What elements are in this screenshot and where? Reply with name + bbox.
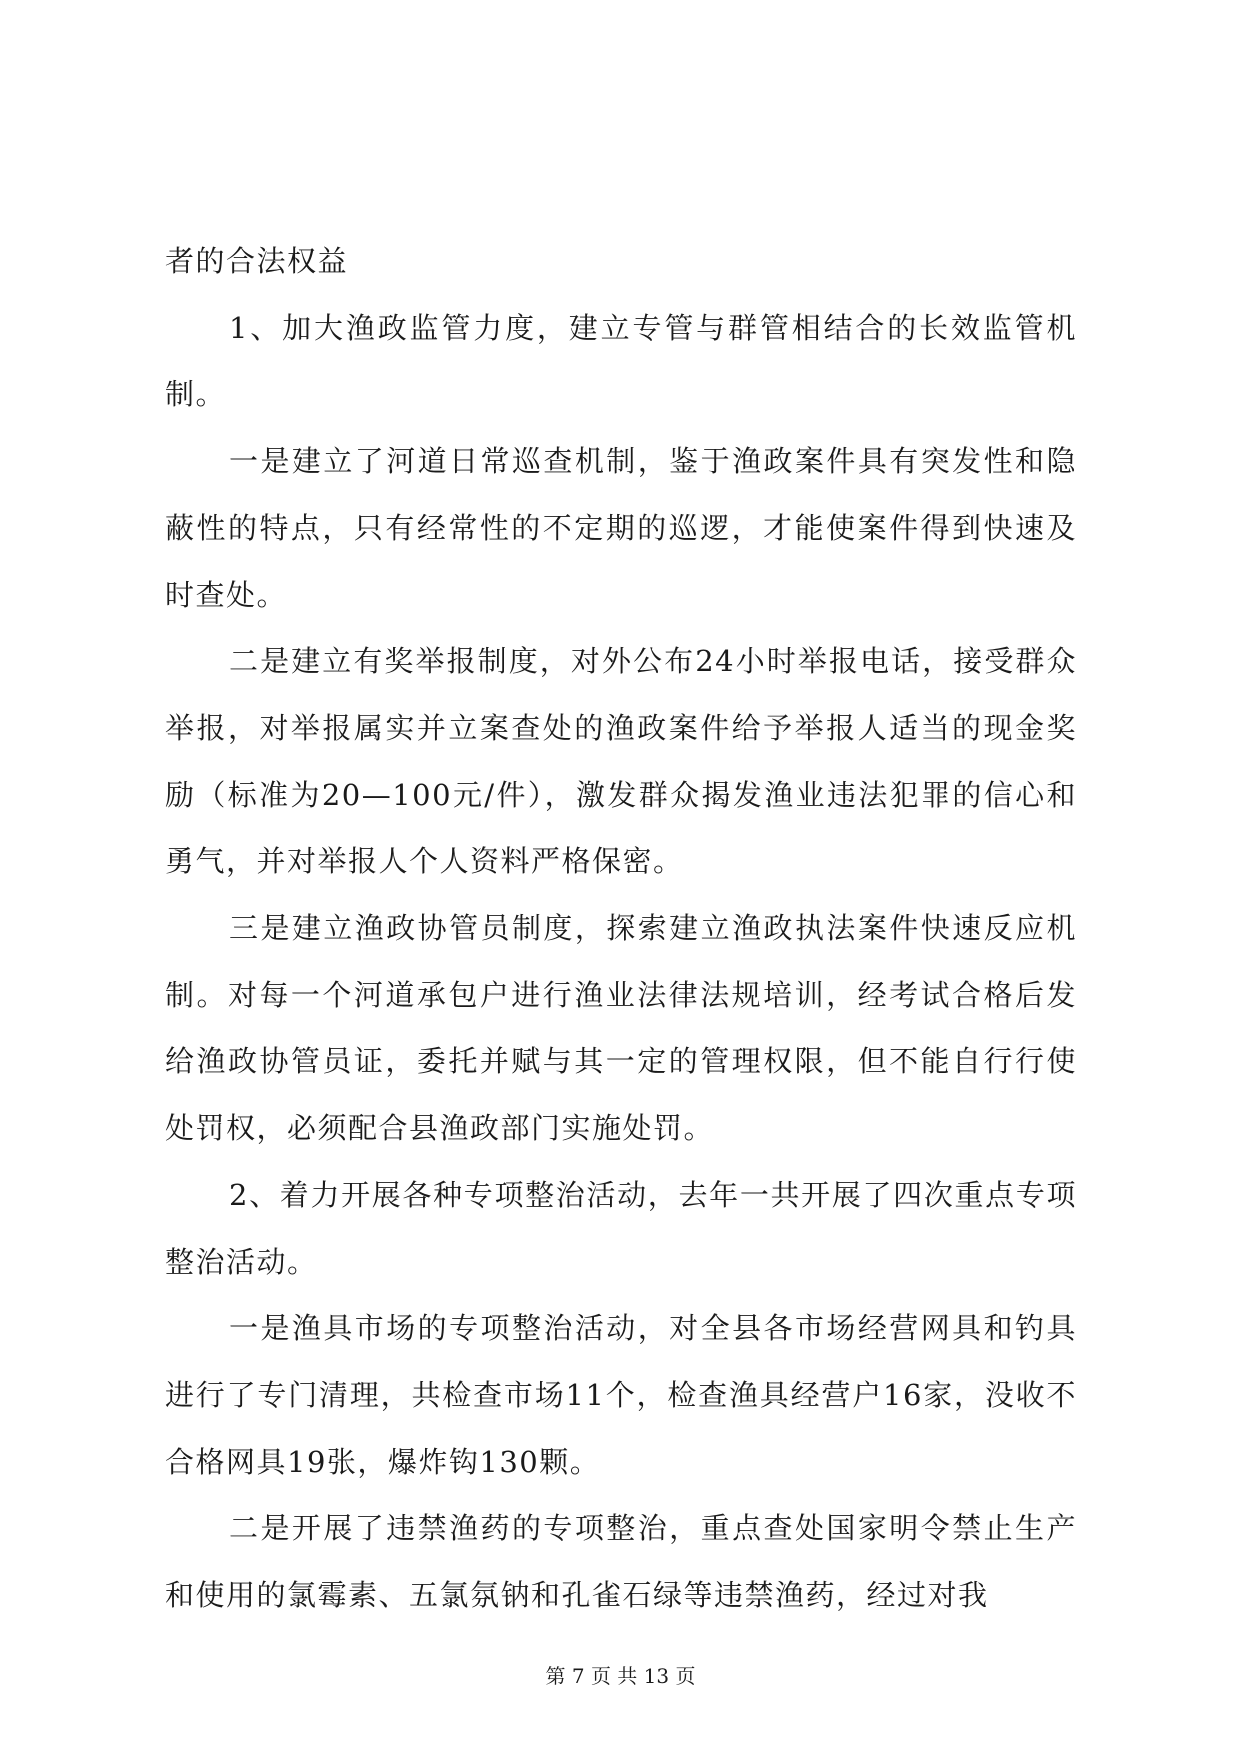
paragraph-item-1-1: 一是建立了河道日常巡查机制，鉴于渔政案件具有突发性和隐蔽性的特点，只有经常性的不定期的巡逻，才能使案件得到快速及时查处。: [165, 444, 1077, 612]
paragraph-section-1: 1、加大渔政监管力度，建立专管与群管相结合的长效监管机制。: [165, 310, 1077, 412]
paragraph-continuation: 者的合法权益: [165, 244, 349, 278]
paragraph-section-2: 2、着力开展各种专项整治活动，去年一共开展了四次重点专项整治活动。: [165, 1177, 1077, 1279]
page-footer: 第 7 页 共 13 页: [545, 1664, 696, 1688]
paragraph-item-1-2: 二是建立有奖举报制度，对外公布24小时举报电话，接受群众举报，对举报属实并立案查处的渔政案件给予举报人适当的现金奖励（标准为20—100元/件），激发群众揭发渔业违法犯罪的信心和勇气，并对举报人个人资料严格保密。: [165, 644, 1077, 879]
paragraph-item-1-3: 三是建立渔政协管员制度，探索建立渔政执法案件快速反应机制。对每一个河道承包户进行渔业法律法规培训，经考试合格后发给渔政协管员证，委托并赋与其一定的管理权限，但不能自行行使处罚权，必须配合县渔政部门实施处罚。: [165, 911, 1077, 1146]
document-body: [165, 228, 1077, 1629]
paragraph-item-2-2: 二是开展了违禁渔药的专项整治，重点查处国家明令禁止生产和使用的氯霉素、五氯氛钠和孔雀石绿等违禁渔药，经过对我: [165, 1511, 1077, 1613]
paragraph-item-2-1: 一是渔具市场的专项整治活动，对全县各市场经营网具和钓具进行了专门清理，共检查市场11个，检查渔具经营户16家，没收不合格网具19张，爆炸钩130颗。: [165, 1311, 1077, 1479]
